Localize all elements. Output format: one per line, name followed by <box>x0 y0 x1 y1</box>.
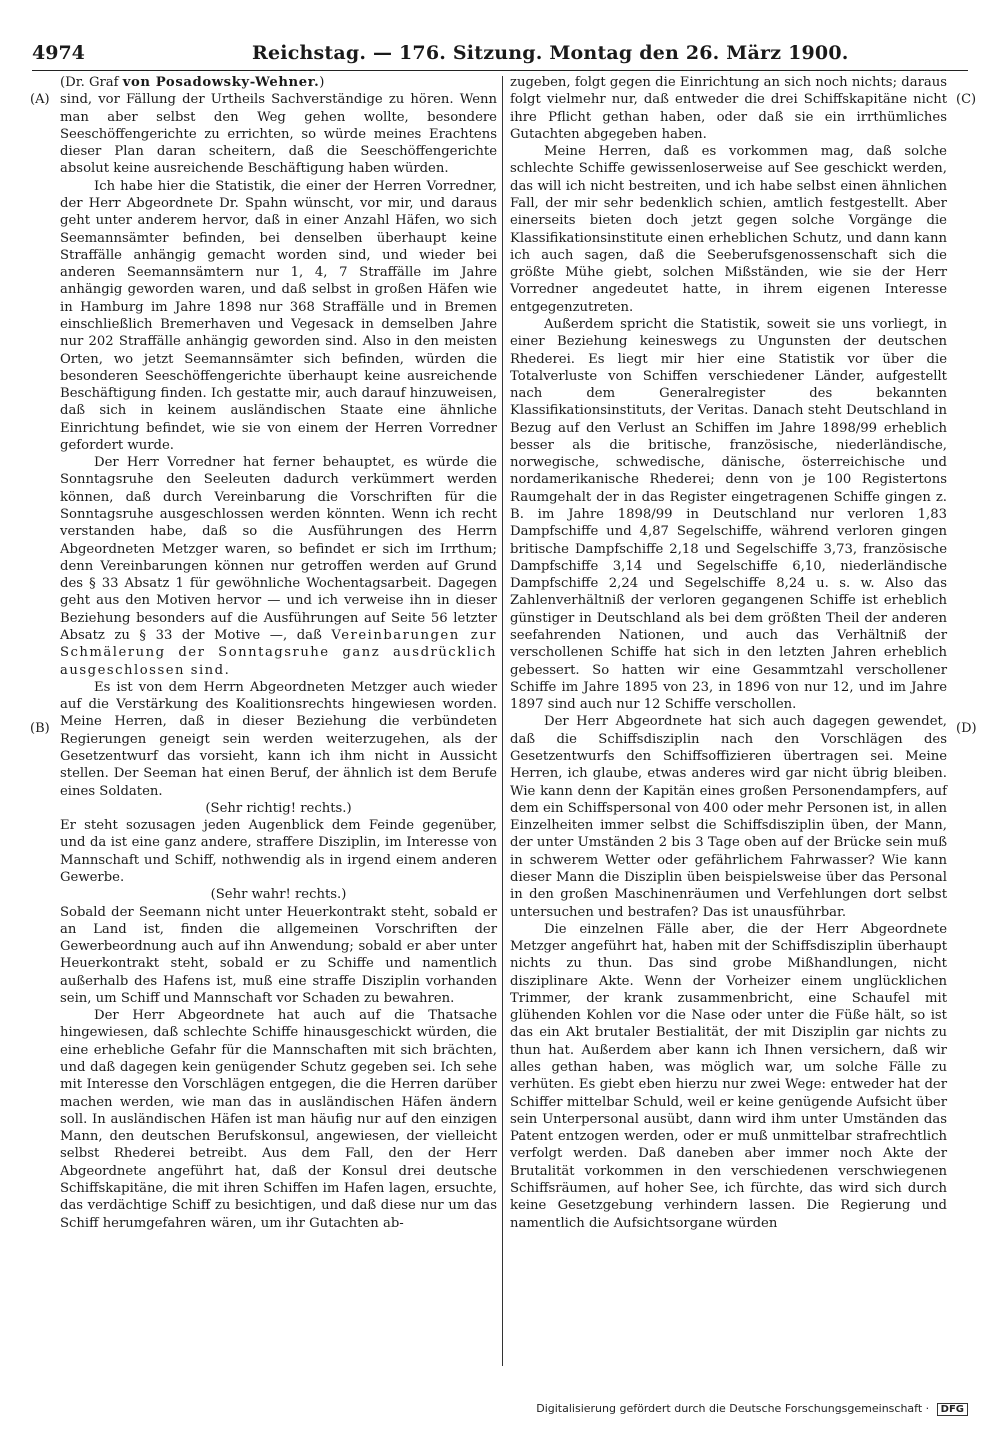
paragraph: Außerdem spricht die Statistik, soweit sie uns vorliegt, in einer Beziehung keineswegs zu Ungunsten der deutschen Rhederei. Es liegt mir hier eine Statistik vor über die Totalverluste von Schiffen verschiedener Länder, aufgestellt nach dem Generalregister des bekannten Klassifikationsinstituts, der Veritas. Danach steht Deutschland in Bezug auf den Verlust an Schiffen im Jahre 1898/99 erheblich besser als die britische, französische, niederländische, norwegische, schwedische, dänische, österreichische und nordamerikanische Rhederei; denn von je 100 Registertons Raumgehalt der in das Register eingetragenen Schiffe gingen z. B. im Jahre 1898/99 in Deutschland nur verloren 1,83 Dampfschiffe und 4,87 Segelschiffe, während verloren gingen britische Dampfschiffe 2,18 und Segelschiffe 3,73, französische Dampfschiffe 3,14 und Segelschiffe 6,10, niederländische Dampfschiffe 2,24 und Segelschiffe 8,24 u. s. w. Also das Zahlenverhältniß der verloren gegangenen Schiffe ist erheblich günstiger in Deutschland als bei dem größten Theil der anderen seefahrenden Nationen, und auch das Verhältniß der verschollenen Schiffe hat sich in den letzten Jahren erheblich gebessert. So hatten wir eine Gesammtzahl verschollener Schiffe im Jahre 1895 von 23, in 1896 von nur 12, und im Jahre 1897 sind auch nur 12 Schiffe verschollen. <box>510 316 947 713</box>
margin-mark-b: (B) <box>30 721 50 736</box>
left-column <box>60 74 497 1232</box>
paragraph: zugeben, folgt gegen die Einrichtung an sich noch nichts; daraus folgt vielmehr nur, daß entweder die drei Schiffskapitäne nicht ihre Pflicht gethan haben, oder daß sie ein irrthümliches Gutachten abgegeben haben. <box>510 75 947 142</box>
speaker-suffix: ) <box>319 75 325 90</box>
paragraph: Der Herr Abgeordnete hat sich auch dagegen gewendet, daß die Schiffsdisziplin nach den Vorschlägen des Gesetzentwurfs den Schiffsoffizieren übertragen sei. Meine Herren, ich glaube, etwas anderes wird gar nicht übrig bleiben. Wie kann denn der Kapitän eines großen Personendampfers, auf dem ein Schiffspersonal von 400 oder mehr Personen ist, in allen Einzelheiten immer selbst die Schiffsdisziplin üben, der Mann, der unter Umständen 2 bis 3 Tage oben auf der Brücke sein muß in schwerem Wetter oder gefährlichem Fahrwasser? Wie kann dieser Mann die Disziplin üben beispielsweise über das Personal in den großen Maschinenräumen und Verfehlungen dort selbst untersuchen und bestrafen? Das ist unausführbar. <box>510 714 947 920</box>
page-footer <box>536 1402 968 1416</box>
paragraph: Meine Herren, daß es vorkommen mag, daß solche schlechte Schiffe gewissenloserweise auf See geschickt werden, das will ich nicht bestreiten, und ich habe selbst einen ähnlichen Fall, der mir sehr bedenklich schien, amtlich festgestellt. Aber einerseits bieten doch jetzt gegen solche Vorgänge die Klassifikationsinstitute einen erheblichen Schutz, und dann kann ich auch sagen, daß die Seeberufsgenossenschaft sich die größte Mühe giebt, solchen Mißständen, wie sie der Herr Vorredner angedeutet hatte, in ihrem eigenen Interesse entgegenzutreten. <box>510 144 947 315</box>
paragraph: Die einzelnen Fälle aber, die der Herr Abgeordnete Metzger angeführt hat, haben mit der Schiffsdisziplin überhaupt nichts zu thun. Das sind grobe Mißhandlungen, nicht disziplinare Akte. Wenn der Vorheizer einem unglücklichen Trimmer, der krank zusammenbricht, eine Schaufel mit glühenden Kohlen vor die Nase oder unter die Füße hält, so ist das ein Akt brutaler Bestialität, der mit Disziplin gar nichts zu thun hat. Außerdem aber kann ich Ihnen versichern, daß wir alles gethan haben, was möglich war, um solche Fälle zu verhüten. Es giebt eben hierzu nur zwei Wege: entweder hat der Schiffer mittelbar Schuld, weil er keine genügende Aufsicht über sein Unterpersonal ausübt, dann wird ihm unter Umständen das Patent entzogen werden, oder er muß unmittelbar strafrechtlich verfolgt werden. Daß daneben aber immer noch Akte der Brutalität vorkommen in den verschiedenen verschwiegenen Schiffsräumen, auf hoher See, ich fürchte, das wird sich durch keine Gesetzgebung verhindern lassen. Die Regierung und namentlich die Aufsichtsorgane würden <box>510 921 947 1231</box>
paragraph: sind, vor Fällung der Urtheils Sachverständige zu hören. Wenn man aber selbst den Weg gehen wollte, besondere Seeschöffengerichte zu errichten, so würde meines Erachtens dieser Plan daran scheitern, daß die Seeschöffengerichte absolut keine ausreichende Beschäftigung haben würden. <box>60 92 497 177</box>
speaker-name: von Posadowsky-Wehner. <box>122 75 320 90</box>
running-head: Reichstag. — 176. Sitzung. Montag den 26. März 1900. <box>252 42 849 64</box>
footer-credit: Digitalisierung gefördert durch die Deutsche Forschungsgemeinschaft · <box>536 1402 930 1415</box>
interjection: (Sehr richtig! rechts.) <box>205 800 352 816</box>
paragraph: Er steht sozusagen jeden Augenblick dem Feinde gegenüber, und da ist eine ganz andere, straffere Disziplin, im Interesse von Mannschaft und Schiff, nothwendig als in irgend einem anderen Gewerbe. <box>60 818 497 885</box>
column-divider <box>502 76 503 1366</box>
paragraph: Sobald der Seemann nicht unter Heuerkontrakt steht, sobald er an Land ist, finden die allgemeinen Vorschriften der Gewerbeordnung auch auf ihn Anwendung; sobald er aber unter Heuerkontrakt steht, sobald er zu Schiffe und namentlich außerhalb des Hafens ist, muß eine straffe Disziplin vorhanden sein, um Schiff und Mannschaft vor Schaden zu bewahren. <box>60 904 497 1006</box>
margin-mark-c: (C) <box>956 92 977 107</box>
page-number: 4974 <box>32 42 85 64</box>
paragraph-text: Der Herr Vorredner hat ferner behauptet, es würde die Sonntagsruhe den Seeleuten dadurch verkümmert werden können, daß durch Vereinbarung die Vorschriften für die Sonntagsruhe ausgeschlossen werden könnten. Wenn ich recht verstanden habe, daß so die Ausführungen des Herrn Abgeordneten Metzger waren, so befindet er sich im Irrthum; denn Vereinbarungen können nur getroffen werden auf Grund des § 33 Absatz 1 für gewöhnliche Wochentagsarbeit. Dagegen geht aus den Motiven hervor — und ich verweise ihn in dieser Beziehung besonders auf die Ausführungen auf Seite 56 letzter Absatz zu § 33 der Motive —, daß <box>60 455 497 643</box>
margin-mark-d: (D) <box>956 721 977 736</box>
dfg-logo-icon: DFG <box>937 1403 968 1416</box>
paragraph: Der Herr Abgeordnete hat auch auf die Thatsache hingewiesen, daß schlechte Schiffe hinausgeschickt würden, die eine erhebliche Gefahr für die Mannschaften mit sich brächten, und daß dagegen kein genügender Schutz gegeben sei. Ich sehe mit Interesse den Vorschlägen entgegen, die die Herren darüber machen werden, wie man das in ausländischen Häfen ändern soll. In ausländischen Häfen ist man häufig nur auf den einzigen Mann, den deutschen Berufskonsul, angewiesen, der vielleicht selbst Rhederei betreibt. Aus dem Fall, den der Herr Abgeordnete angeführt hat, daß der Konsul drei deutsche Schiffskapitäne, die mit ihren Schiffen im Hafen lagen, ersuchte, das verdächtige Schiff zu besichtigen, und daß diese nur um das Schiff herumgefahren wären, um ihr Gutachten ab- <box>60 1008 497 1231</box>
speaker-line <box>60 74 497 91</box>
paragraph: Es ist von dem Herrn Abgeordneten Metzger auch wieder auf die Verstärkung des Koalitionsrechts hingewiesen worden. Meine Herren, daß in dieser Beziehung die verbündeten Regierungen geneigt sein werden weiterzugehen, als der Gesetzentwurf das vorsieht, kann ich ihm nicht in Aussicht stellen. Der Seeman hat einen Beruf, der ähnlich ist dem Berufe eines Soldaten. <box>60 679 497 799</box>
speaker-prefix: (Dr. Graf <box>60 75 123 90</box>
right-column <box>510 74 947 1232</box>
emphasized-text: Vereinbarungen zur Schmälerung der Sonntagsruhe ganz ausdrücklich ausgeschlossen sind. <box>60 628 497 678</box>
interjection: (Sehr wahr! rechts.) <box>210 887 347 903</box>
paragraph <box>60 454 497 679</box>
margin-mark-a: (A) <box>30 92 50 107</box>
page-header <box>32 40 968 71</box>
paragraph: Ich habe hier die Statistik, die einer der Herren Vorredner, der Herr Abgeordnete Dr. Spahn wünscht, vor mir, und daraus geht unter anderem hervor, daß in einer Anzahl Häfen, wo sich Seemannsämter befinden, bei denselben überhaupt keine Straffälle anhängig gemacht worden sind, und wieder bei anderen Seemannsämtern nur 1, 4, 7 Straffälle im Jahre anhängig geworden waren, und daß selbst in großen Häfen wie in Hamburg im Jahre 1898 nur 368 Straffälle und in Bremen einschließlich Bremerhaven und Vegesack in demselben Jahre nur 202 Straffälle anhängig geworden sind. Also in den meisten Orten, wo jetzt Seemannsämter sich befinden, würden die besonderen Seeschöffengerichte überhaupt keine ausreichende Beschäftigung finden. Ich gestatte mir, auch darauf hinzuweisen, daß sich in keinem ausländischen Staate eine ähnliche Einrichtung befindet, wie sie von einem der Herren Vorredner gefordert wurde. <box>60 178 497 453</box>
